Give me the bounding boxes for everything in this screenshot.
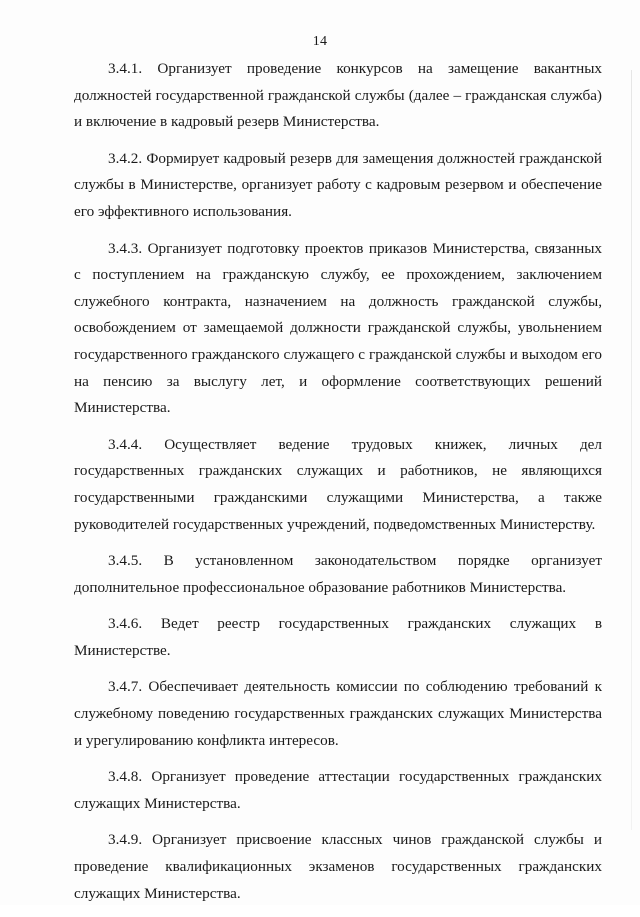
- paragraph-3-4-6: 3.4.6. Ведет реестр государственных гражданских служащих в Министерстве.: [74, 615, 602, 659]
- paragraph-3-4-3: 3.4.3. Организует подготовку проектов приказов Министерства, связанных с поступлением на гражданскую службу, ее прохождением, заключением служебного контракта, назначением на должность гражданской службы, освобождением от замещаемой должности гражданской службы, увольнением государственного гражданского служащего с гражданской службы и выходом его на пенсию за выслугу лет, и оформление соответствующих решений Министерства.: [74, 239, 602, 417]
- paragraph-3-4-4: 3.4.4. Осуществляет ведение трудовых книжек, личных дел государственных гражданских служащих и работников, не являющихся государственными гражданскими служащими Министерства, а также руководителей государственных учреждений, подведомственных Министерству.: [74, 435, 602, 533]
- paragraph-3-4-9: 3.4.9. Организует присвоение классных чинов гражданской службы и проведение квалификационных экзаменов государственных гражданских служащих Министерства.: [74, 831, 602, 902]
- document-body: [74, 56, 602, 917]
- paragraph-3-4-5: 3.4.5. В установленном законодательством порядке организует дополнительное профессиональное образование работников Министерства.: [74, 552, 602, 596]
- paragraph-3-4-2: 3.4.2. Формирует кадровый резерв для замещения должностей гражданской службы в Министерстве, организует работу с кадровым резервом и обеспечение его эффективного использования.: [74, 149, 602, 220]
- page-number: 14: [312, 34, 328, 49]
- paragraph-3-4-8: 3.4.8. Организует проведение аттестации государственных гражданских служащих Министерства.: [74, 768, 602, 812]
- paragraph-3-4-7: 3.4.7. Обеспечивает деятельность комиссии по соблюдению требований к служебному поведению государственных гражданских служащих Министерства и урегулированию конфликта интересов.: [74, 678, 602, 749]
- scan-edge-shadow: [631, 70, 632, 830]
- paragraph-3-4-1: 3.4.1. Организует проведение конкурсов на замещение вакантных должностей государственной гражданской службы (далее – гражданская служба) и включение в кадровый резерв Министерства.: [74, 60, 602, 131]
